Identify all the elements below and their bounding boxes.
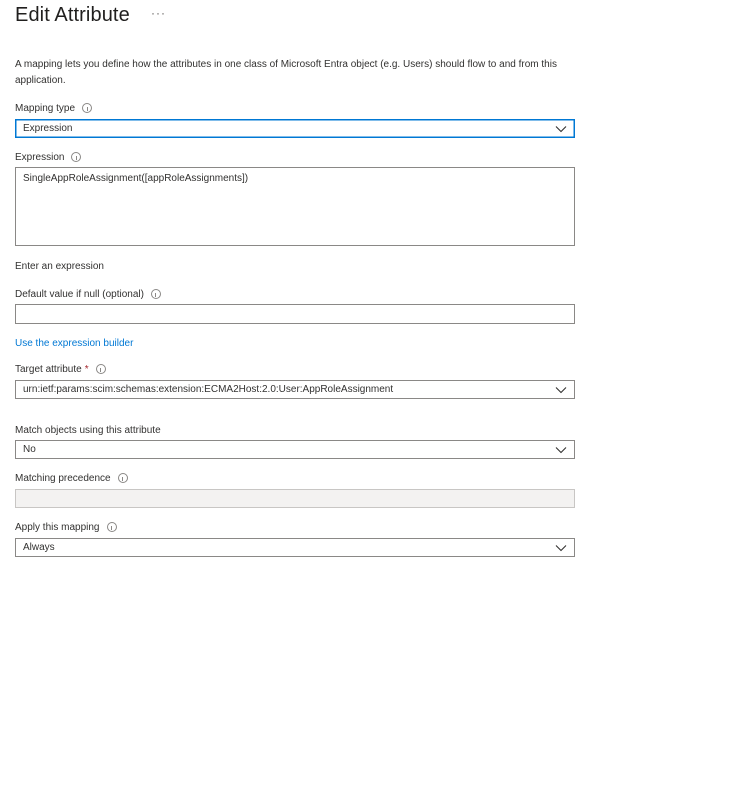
match-objects-dropdown[interactable] xyxy=(15,440,575,459)
apply-mapping-value: Always xyxy=(23,542,55,553)
required-indicator: * xyxy=(84,363,89,375)
apply-mapping-label-row xyxy=(15,520,117,534)
expression-builder-link[interactable]: Use the expression builder xyxy=(15,338,134,349)
target-attribute-value: urn:ietf:params:scim:schemas:extension:ECMA2Host:2.0:User:AppRoleAssignment xyxy=(23,384,394,395)
chevron-down-icon xyxy=(555,446,567,454)
chevron-down-icon xyxy=(555,386,567,394)
info-icon[interactable] xyxy=(151,289,161,299)
matching-precedence-input xyxy=(15,489,575,508)
matching-precedence-label: Matching precedence xyxy=(15,472,111,484)
expression-hint: Enter an expression xyxy=(15,261,104,272)
mapping-type-label-row xyxy=(15,101,92,115)
description-text: A mapping lets you define how the attributes in one class of Microsoft Entra object (e.g. Users) should flow to and from this application. xyxy=(15,59,557,86)
mapping-type-label: Mapping type xyxy=(15,102,76,114)
chevron-down-icon xyxy=(555,544,567,552)
page-title: Edit Attribute xyxy=(15,4,130,26)
target-attribute-label-row xyxy=(15,362,106,376)
more-options-button[interactable]: ··· xyxy=(151,6,166,20)
default-value-label: Default value if null (optional) xyxy=(15,288,144,300)
info-icon[interactable] xyxy=(96,364,106,374)
default-value-label-row xyxy=(15,287,161,301)
mapping-type-dropdown[interactable] xyxy=(15,119,575,138)
expression-label-row xyxy=(15,150,81,164)
matching-precedence-label-row xyxy=(15,471,128,485)
mapping-type-value: Expression xyxy=(23,123,73,134)
match-objects-value: No xyxy=(23,444,36,455)
expression-label: Expression xyxy=(15,151,65,163)
info-icon[interactable] xyxy=(118,473,128,483)
match-objects-label-row xyxy=(15,423,161,437)
chevron-down-icon xyxy=(555,125,567,133)
match-objects-label: Match objects using this attribute xyxy=(15,424,161,436)
info-icon[interactable] xyxy=(82,103,92,113)
info-icon[interactable] xyxy=(107,522,117,532)
expression-textarea[interactable]: SingleAppRoleAssignment([appRoleAssignments]) xyxy=(15,167,575,246)
apply-mapping-label: Apply this mapping xyxy=(15,521,100,533)
apply-mapping-dropdown[interactable] xyxy=(15,538,575,557)
target-attribute-dropdown[interactable] xyxy=(15,380,575,399)
info-icon[interactable] xyxy=(71,152,81,162)
target-attribute-label: Target attribute xyxy=(15,363,82,375)
default-value-input[interactable] xyxy=(15,304,575,324)
